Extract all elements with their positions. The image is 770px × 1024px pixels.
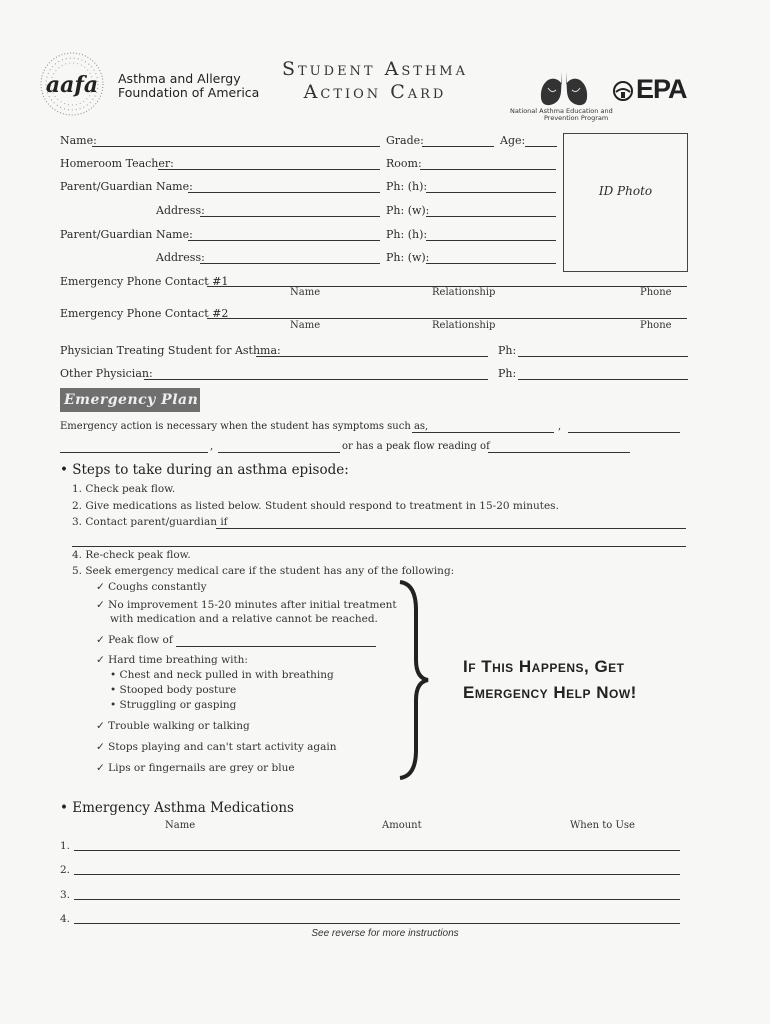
id-photo-box [563, 133, 688, 272]
emergency-contact2-field[interactable] [207, 318, 687, 319]
symptom-field-4[interactable] [218, 452, 340, 453]
steps-heading: • Steps to take during an asthma episode: [60, 462, 349, 478]
med-col-amount: Amount [382, 820, 422, 831]
other-physician-ph-label: Ph: [498, 367, 517, 380]
parent2-address-field[interactable] [200, 263, 380, 264]
check-no-improvement: ✓ No improvement 15-20 minutes after initial treatment [96, 599, 397, 611]
symptom-comma-1: , [558, 421, 562, 432]
callout-line2: Emergency Help Now! [463, 683, 637, 702]
symptom-field-3[interactable] [60, 452, 208, 453]
emergency-contact2-label: Emergency Phone Contact #2 [60, 307, 229, 320]
other-physician-field[interactable] [144, 379, 488, 380]
parent1-label: Parent/Guardian [60, 180, 153, 193]
parent2-ph-w-field[interactable] [426, 263, 556, 264]
contact-parent-condition-field[interactable] [216, 528, 686, 529]
contact1-relationship-caption: Relationship [432, 287, 496, 298]
check-no-improvement-cont: with medication and a relative cannot be reached. [110, 613, 378, 625]
contact-parent-condition-field-2[interactable] [72, 546, 686, 547]
name-field[interactable] [92, 146, 380, 147]
symptom-field-1[interactable] [412, 432, 554, 433]
page-title [275, 58, 475, 104]
parent2-ph-h-field[interactable] [426, 240, 556, 241]
epa-seal-icon [612, 80, 634, 106]
peak-flow-text: or has a peak flow reading of [342, 441, 490, 452]
step-3: 3. Contact parent/guardian if [72, 516, 228, 528]
name-label: Name: [60, 134, 97, 147]
step-2: 2. Give medications as listed below. Student should respond to treatment in 15-20 minutes. [72, 500, 559, 512]
step-1: 1. Check peak flow. [72, 483, 176, 495]
parent2-name-label: Name: [156, 228, 193, 241]
parent1-name-field[interactable] [188, 192, 380, 193]
symptom-comma-2: , [210, 441, 214, 452]
parent1-address-field[interactable] [200, 216, 380, 217]
parent2-label: Parent/Guardian [60, 228, 153, 241]
parent2-ph-h-label: Ph: (h): [386, 228, 428, 241]
other-physician-label: Other Physician: [60, 367, 153, 380]
check-lips-fingernails: ✓ Lips or fingernails are grey or blue [96, 762, 295, 774]
physician-field[interactable] [256, 356, 488, 357]
emergency-plan-banner: Emergency Plan [60, 388, 200, 412]
grade-field[interactable] [422, 146, 494, 147]
parent2-ph-w-label: Ph: (w): [386, 251, 430, 264]
peak-flow-of-field[interactable] [176, 646, 376, 647]
footer-note: See reverse for more instructions [311, 928, 459, 939]
other-physician-ph-field[interactable] [518, 379, 688, 380]
step-5: 5. Seek emergency medical care if the student has any of the following: [72, 565, 455, 577]
parent1-address-label: Address: [156, 204, 205, 217]
med-row-4-field[interactable] [74, 923, 680, 924]
parent2-name-field[interactable] [188, 240, 380, 241]
med-col-when: When to Use [570, 820, 635, 831]
check-hard-breathing: ✓ Hard time breathing with: [96, 654, 248, 666]
lungs-icon [538, 70, 590, 112]
med-row-3-label: 3. [60, 889, 71, 901]
epa-logo-text: EPA [636, 74, 687, 104]
homeroom-field[interactable] [158, 169, 380, 170]
med-row-2-field[interactable] [74, 874, 680, 875]
callout-line1: If This Happens, Get [463, 657, 625, 676]
homeroom-label: Homeroom Teacher: [60, 157, 174, 170]
parent1-ph-w-field[interactable] [426, 216, 556, 217]
age-field[interactable] [525, 146, 557, 147]
aafa-logo-text: aafa [45, 72, 99, 98]
med-row-3-field[interactable] [74, 899, 680, 900]
sub-chest-neck: • Chest and neck pulled in with breathing [110, 669, 334, 681]
age-label: Age: [500, 134, 526, 147]
check-peak-flow: ✓ Peak flow of [96, 634, 173, 646]
org-name-line2: Foundation of America [118, 85, 260, 100]
grade-label: Grade: [386, 134, 424, 147]
contact2-relationship-caption: Relationship [432, 320, 496, 331]
curly-brace-icon [392, 580, 432, 784]
aafa-logo [38, 50, 106, 118]
parent1-ph-w-label: Ph: (w): [386, 204, 430, 217]
sub-struggling: • Struggling or gasping [110, 699, 237, 711]
room-label: Room: [386, 157, 422, 170]
check-trouble-walking: ✓ Trouble walking or talking [96, 720, 250, 732]
contact1-name-caption: Name [290, 287, 321, 298]
med-row-1-field[interactable] [74, 850, 680, 851]
parent1-ph-h-label: Ph: (h): [386, 180, 428, 193]
physician-ph-field[interactable] [518, 356, 688, 357]
contact1-phone-caption: Phone [640, 287, 672, 298]
step-4: 4. Re-check peak flow. [72, 549, 191, 561]
title-line1: Student Asthma [282, 58, 468, 80]
check-coughs: ✓ Coughs constantly [96, 581, 207, 593]
med-row-2-label: 2. [60, 864, 71, 876]
contact2-name-caption: Name [290, 320, 321, 331]
id-photo-label: ID Photo [598, 184, 653, 198]
peak-flow-field[interactable] [488, 452, 630, 453]
med-col-name: Name [165, 820, 196, 831]
check-stops-playing: ✓ Stops playing and can't start activity again [96, 741, 337, 753]
parent1-name-label: Name: [156, 180, 193, 193]
nae-program [510, 108, 625, 122]
med-row-4-label: 4. [60, 913, 71, 925]
med-row-1-label: 1. [60, 840, 71, 852]
parent1-ph-h-field[interactable] [426, 192, 556, 193]
room-field[interactable] [420, 169, 556, 170]
contact2-phone-caption: Phone [640, 320, 672, 331]
emergency-contact1-label: Emergency Phone Contact #1 [60, 275, 229, 288]
org-name-line1: Asthma and Allergy [118, 71, 241, 86]
nae-line1: National Asthma Education and [510, 107, 613, 115]
emergency-help-callout [463, 654, 643, 706]
parent2-address-label: Address: [156, 251, 205, 264]
nae-line2: Prevention Program [544, 114, 609, 122]
physician-label: Physician Treating Student for Asthma: [60, 344, 281, 357]
sub-stooped: • Stooped body posture [110, 684, 237, 696]
title-line2: Action Card [303, 81, 447, 103]
symptom-field-2[interactable] [568, 432, 680, 433]
medications-heading: • Emergency Asthma Medications [60, 800, 294, 816]
emergency-action-text: Emergency action is necessary when the student has symptoms such as, [60, 421, 429, 432]
physician-ph-label: Ph: [498, 344, 517, 357]
org-name [118, 72, 259, 100]
